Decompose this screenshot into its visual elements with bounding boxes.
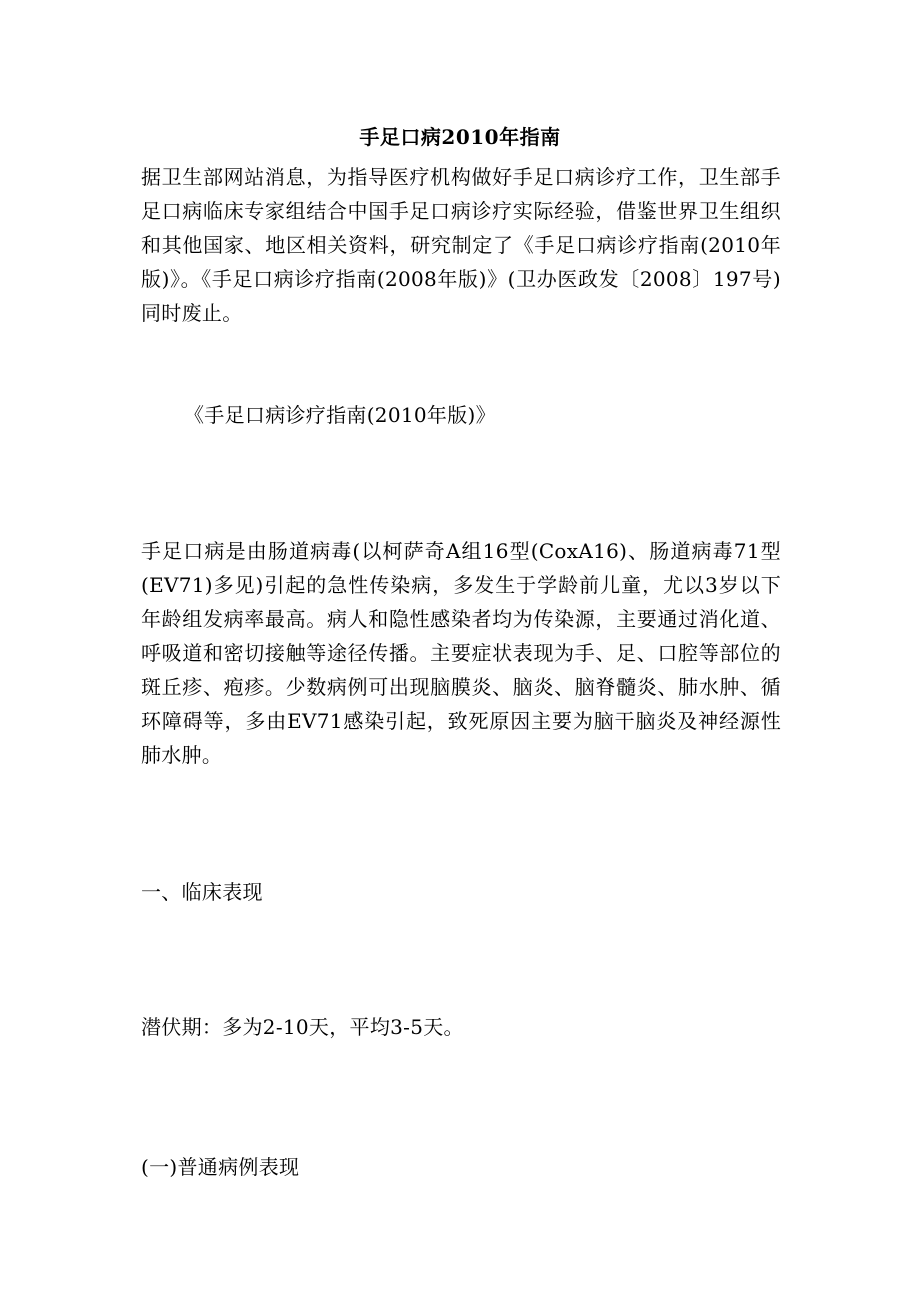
document-title: 手足口病2010年指南: [359, 125, 561, 149]
section-heading-clinical-manifestations: 一、临床表现: [141, 880, 263, 904]
subsection-heading-common-cases: (一)普通病例表现: [141, 1155, 300, 1179]
incubation-paragraph: 潜伏期：多为2-10天，平均3-5天。: [141, 1015, 464, 1039]
guide-title: 《手足口病诊疗指南(2010年版)》: [184, 403, 496, 427]
intro-paragraph: 据卫生部网站消息，为指导医疗机构做好手足口病诊疗工作，卫生部手足口病临床专家组结合中国手足口病诊疗实际经验，借鉴世界卫生组织和其他国家、地区相关资料，研究制定了《手足口病诊疗指南(2010年版)》。《手足口病诊疗指南(2008年版)》(卫办医政发〔2008〕197号)同时废止。: [141, 165, 781, 325]
disease-description-paragraph: 手足口病是由肠道病毒(以柯萨奇A组16型(CoxA16)、肠道病毒71型(EV71)多见)引起的急性传染病，多发生于学龄前儿童，尤以3岁以下年龄组发病率最高。病人和隐性感染者均为传染源，主要通过消化道、呼吸道和密切接触等途径传播。主要症状表现为手、足、口腔等部位的斑丘疹、疱疹。少数病例可出现脑膜炎、脑炎、脑脊髓炎、肺水肿、循环障碍等，多由EV71感染引起，致死原因主要为脑干脑炎及神经源性肺水肿。: [141, 539, 781, 767]
